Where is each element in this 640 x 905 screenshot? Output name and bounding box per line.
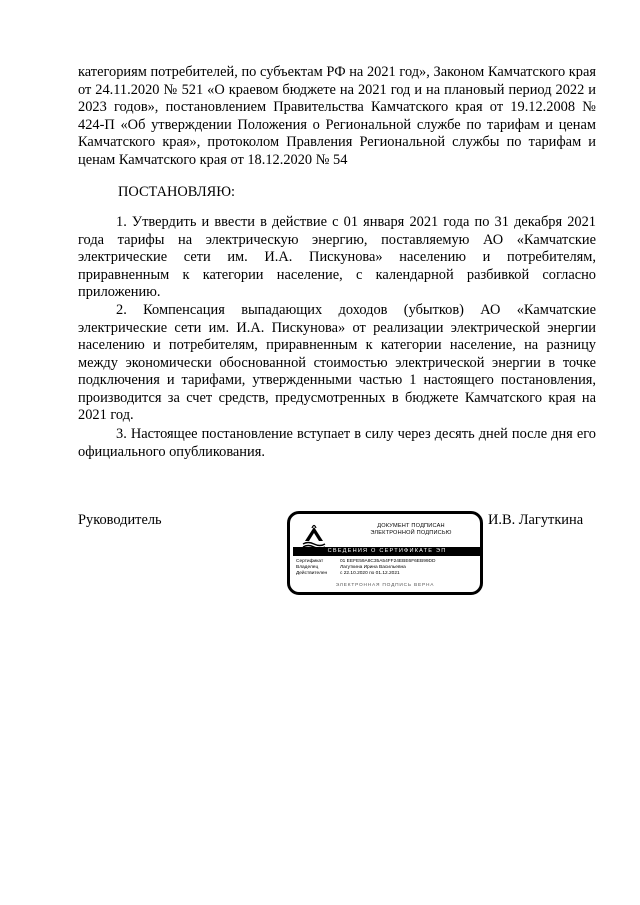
stamp-row-validity — [296, 571, 478, 577]
stamp-details — [296, 559, 478, 578]
stamp-header — [352, 523, 470, 537]
validity-label: Действителен — [296, 571, 328, 577]
decree-item-2: 2. Компенсация выпадающих доходов (убытков) АО «Камчатские электрические сети им. И.А. Пискунова» от реализации электрической энергии населению и потребителям, приравненным к категории население, на разницу между экономически обоснованной стоимостью электрической энергии в точке подключения и тарифами, утвержденными частью 1 настоящего постановления, производится за счет средств, предусмотренных в бюджете Камчатского края на 2021 год. — [78, 302, 596, 423]
decree-item-3: 3. Настоящее постановление вступает в силу через десять дней после дня его официального опубликования. — [78, 426, 596, 460]
decree-item-1: 1. Утвердить и ввести в действие с 01 января 2021 года по 31 декабря 2021 года тарифы на электрическую энергию, поставляемую АО «Камчатские электрические сети им. И.А. Пискунова» населению и потребителям, приравненным к категории население, с календарной разбивкой согласно приложению. — [78, 214, 596, 300]
signatory-name: И.В. Лагуткина — [488, 512, 584, 528]
electronic-signature-stamp — [287, 511, 483, 595]
validity-value: с 22.10.2020 по 01.12.2021 — [340, 571, 400, 577]
stamp-footer: ЭЛЕКТРОННАЯ ПОДПИСЬ ВЕРНА — [335, 583, 435, 588]
owner-value: Лагуткина Ирина Васильевна — [340, 565, 406, 571]
intro-paragraph: категориям потребителей, по субъектам РФ на 2021 год», Законом Камчатского края от 24.11.2020 № 521 «О краевом бюджете на 2021 год и на плановый период 2022 и 2023 годов», постановлением Правительства Камчатского края от 19.12.2008 № 424-П «Об утверждении Положения о Региональной службе по тарифам и ценам Камчатского края», протоколом Правления Региональной службы по тарифам и ценам Камчатского края от 18.12.2020 № 54 — [78, 64, 596, 168]
certificate-value: 01 EEFE59A8C35A54FF24EBE6F6EB99DD — [340, 559, 436, 564]
certificate-label: Сертификат — [296, 559, 324, 564]
owner-label: Владелец — [296, 565, 319, 571]
stamp-certificate-band: СВЕДЕНИЯ О СЕРТИФИКАТЕ ЭП — [293, 547, 481, 556]
stamp-header-line2: ЭЛЕКТРОННОЙ ПОДПИСЬЮ — [370, 530, 452, 536]
signatory-position: Руководитель — [78, 512, 162, 528]
decree-heading: ПОСТАНОВЛЯЮ: — [118, 184, 236, 200]
stamp-header-line1: ДОКУМЕНТ ПОДПИСАН — [377, 523, 445, 529]
